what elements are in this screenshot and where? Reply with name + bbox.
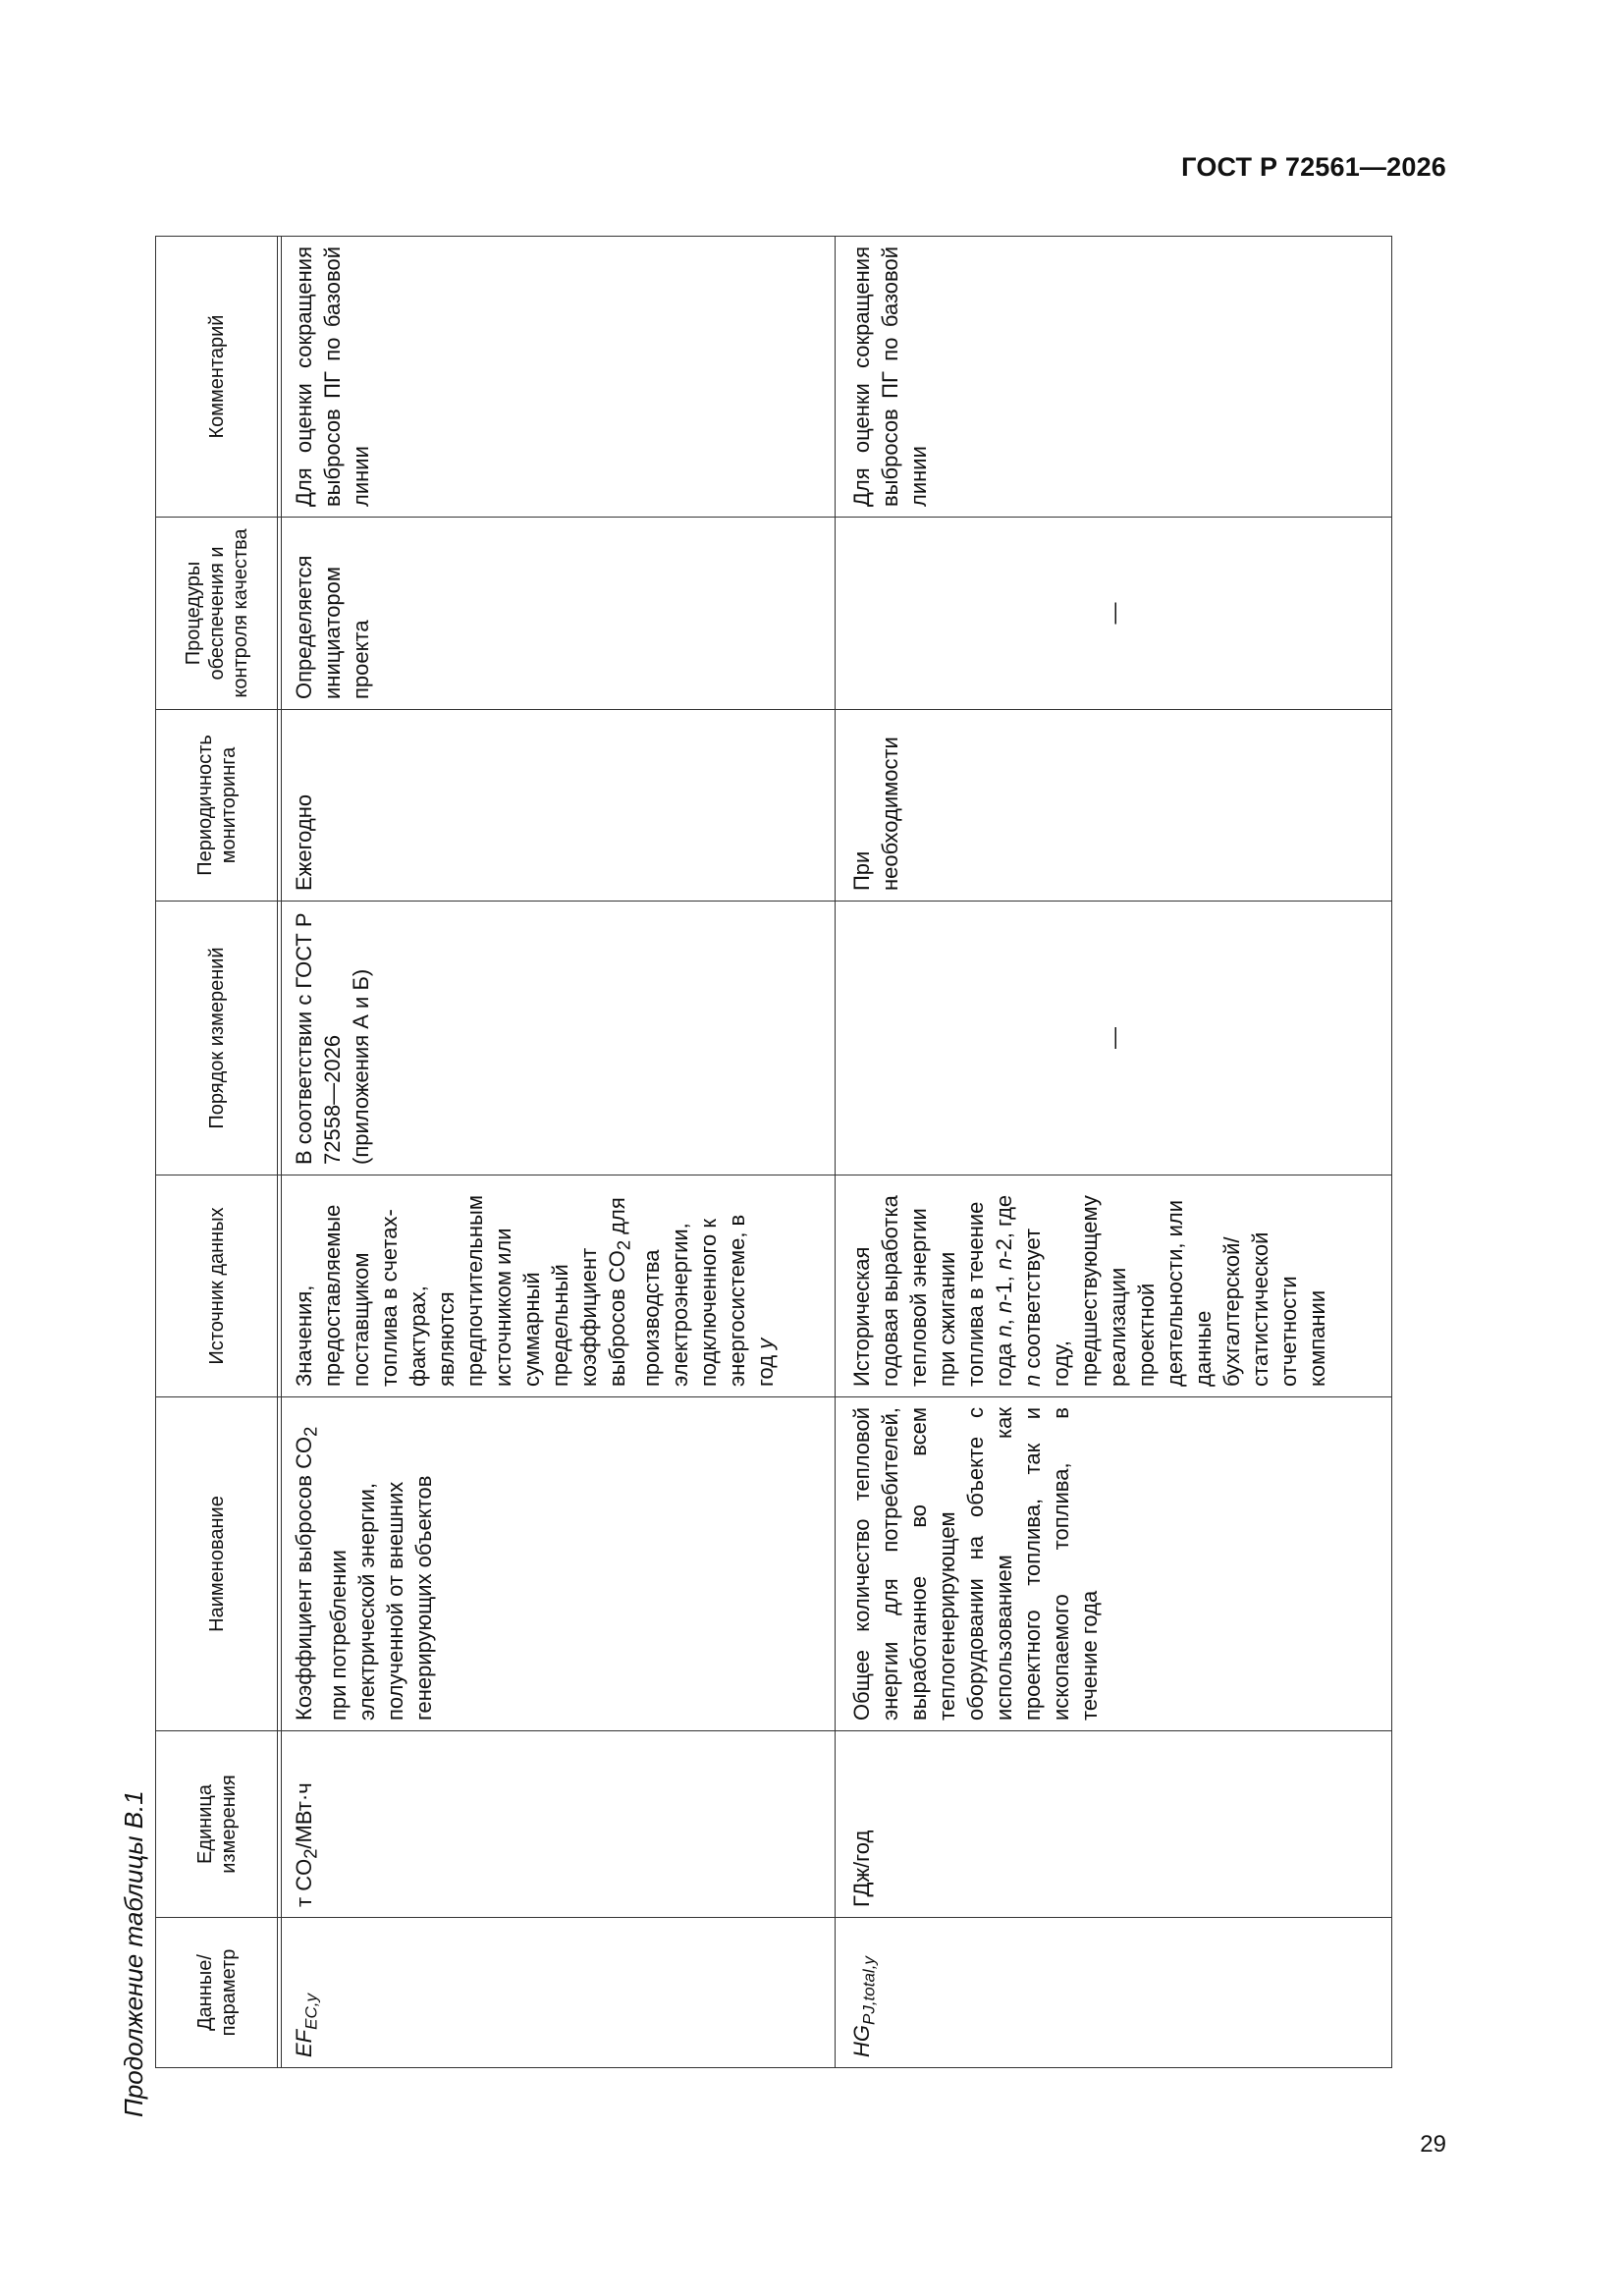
cell-unit: т $CO_2/МВт\cdot ч$ xyxy=(278,1731,836,1918)
cell-procedure: — xyxy=(836,902,1392,1175)
header-name: Наименование xyxy=(156,1397,278,1731)
cell-frequency: Ежегодно xyxy=(278,710,836,902)
cell-param: $EF_{EC,y}$ xyxy=(278,1918,836,2068)
cell-qa: — xyxy=(836,518,1392,710)
cell-source: Значения, предоставляемые поставщиком топлива в счетах-фактурах, являются предпочтительным источником или суммарный предельный коэффициент выбросов $CO_2$ для производства электроэнергии, подключенного к энергосистеме, в год y xyxy=(278,1175,836,1397)
cell-name: Коэффициент выбросов $CO_2$ при потреблении электрической энергии, полученной от внешних генерирующих объектов xyxy=(278,1397,836,1731)
header-source: Источник данных xyxy=(156,1175,278,1397)
header-comment: Комментарий xyxy=(156,237,278,518)
rotated-table-container xyxy=(155,237,1391,2068)
data-table xyxy=(155,236,1392,2068)
header-param: Данные/ параметр xyxy=(156,1918,278,2068)
table-continuation-label: Продолжение таблицы В.1 xyxy=(119,1790,148,2117)
cell-source: Историческая годовая выработка тепловой энергии при сжигании топлива в течение года n, n-1, n-2, где n соответствует году, предшествующему реализации проектной деятельности, или данные бухгалтерской/статистической отчетности компании xyxy=(836,1175,1392,1397)
table-row xyxy=(836,237,1392,2068)
page-number: 29 xyxy=(1420,2131,1446,2158)
document-code: ГОСТ Р 72561—2026 xyxy=(1181,152,1446,182)
header-double-rule xyxy=(281,237,282,2068)
cell-param: $HG_{PJ,total,y}$ xyxy=(836,1918,1392,2068)
cell-comment: Для оценки сокращения выбросов ПГ по базовой линии xyxy=(836,237,1392,518)
cell-qa: Определяется инициатором проекта xyxy=(278,518,836,710)
cell-name: Общее количество тепловой энергии для потребителей, выработанное во всем теплогенерирующем оборудовании на объекте с использованием как проектного топлива, так и ископаемого топлива, в течение года xyxy=(836,1397,1392,1731)
table-row xyxy=(278,237,836,2068)
header-unit: Единица измерения xyxy=(156,1731,278,1918)
cell-unit: ГДж/год xyxy=(836,1731,1392,1918)
header-frequency: Периодичность мониторинга xyxy=(156,710,278,902)
table-header-row xyxy=(156,237,278,2068)
header-qa: Процедуры обеспечения и контроля качества xyxy=(156,518,278,710)
cell-comment: Для оценки сокращения выбросов ПГ по базовой линии xyxy=(278,237,836,518)
cell-procedure: В соответствии с ГОСТ Р 72558—2026 (приложения А и Б) xyxy=(278,902,836,1175)
cell-frequency: При необходимости xyxy=(836,710,1392,902)
header-procedure: Порядок измерений xyxy=(156,902,278,1175)
